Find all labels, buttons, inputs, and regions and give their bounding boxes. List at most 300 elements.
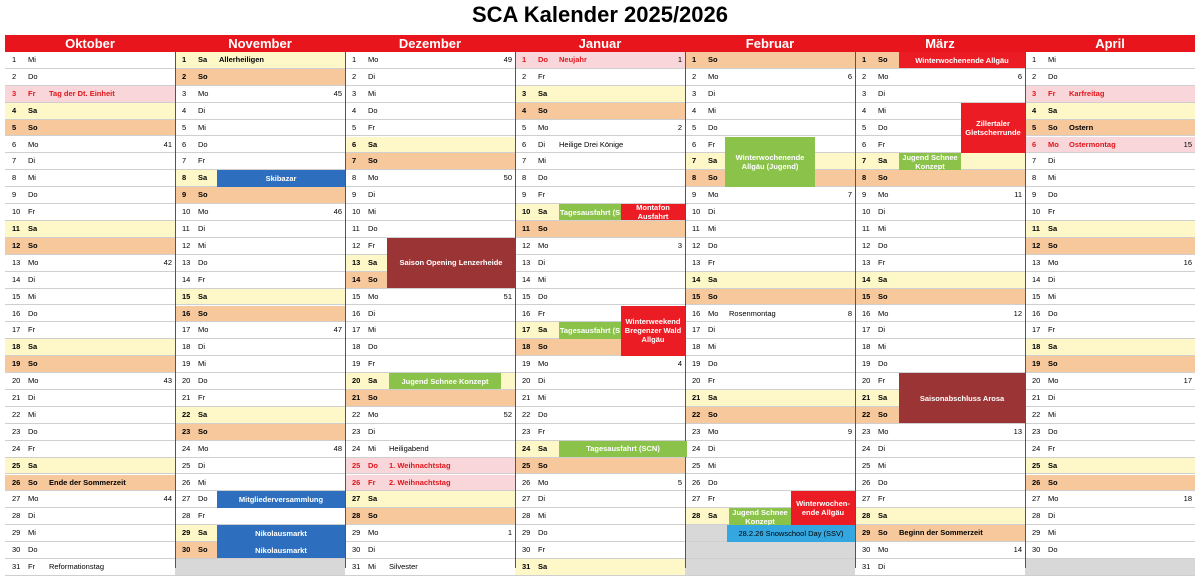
day-number: 8: [182, 173, 187, 183]
day-number: 22: [522, 409, 531, 419]
day-number: 5: [352, 122, 357, 132]
day-row: [685, 272, 855, 289]
day-row: [5, 255, 175, 272]
day-row: [855, 525, 1025, 542]
weekday: Mo: [878, 308, 889, 318]
calendar-event[interactable]: Winterwochenende Allgäu (Jugend): [725, 137, 815, 187]
calendar-event[interactable]: Winterweekend Bregenzer Wald Allgäu: [621, 306, 685, 356]
day-number: 5: [522, 122, 527, 132]
day-row: [5, 407, 175, 424]
day-number: 4: [352, 105, 357, 115]
day-row: [1025, 424, 1195, 441]
day-number: 6: [522, 139, 527, 149]
day-row: [5, 356, 175, 373]
day-row: [1025, 272, 1195, 289]
weekday: Sa: [538, 325, 548, 335]
weekday: Mi: [708, 342, 716, 352]
day-row: [515, 559, 685, 576]
day-row: [685, 69, 855, 86]
calendar-event[interactable]: Nikolausmarkt: [217, 525, 345, 541]
empty-day-cell: [1025, 559, 1195, 576]
weekday: Mi: [708, 105, 716, 115]
day-number: 27: [182, 494, 191, 504]
day-number: 12: [182, 240, 191, 250]
week-number: 47: [333, 325, 342, 335]
day-row: [345, 103, 515, 120]
weekday: Mo: [708, 308, 719, 318]
day-row: [175, 407, 345, 424]
day-note: Allerheiligen: [219, 55, 265, 64]
day-row: [175, 441, 345, 458]
weekday: So: [708, 409, 718, 419]
day-row: [855, 559, 1025, 576]
day-row: [515, 103, 685, 120]
day-number: 10: [692, 207, 701, 217]
week-number: 8: [847, 308, 852, 318]
day-number: 26: [352, 477, 361, 487]
weekday: Do: [708, 240, 718, 250]
day-row: [1025, 103, 1195, 120]
weekday: Fr: [538, 545, 546, 555]
day-number: 3: [692, 88, 697, 98]
day-number: 9: [182, 190, 187, 200]
day-row: [5, 103, 175, 120]
day-row: [175, 339, 345, 356]
weekday: Fr: [878, 139, 886, 149]
day-row: [1025, 86, 1195, 103]
day-row: [175, 508, 345, 525]
calendar-event[interactable]: Montafon Ausfahrt: [621, 204, 685, 220]
day-row: [1025, 390, 1195, 407]
day-number: 26: [12, 477, 21, 487]
weekday: Mi: [1048, 528, 1056, 538]
weekday: Mi: [368, 207, 376, 217]
weekday: Mi: [1048, 55, 1056, 64]
day-number: 30: [522, 545, 531, 555]
day-row: [345, 542, 515, 559]
weekday: Fr: [198, 393, 206, 402]
day-number: 11: [182, 224, 190, 233]
calendar-event[interactable]: Jugend Schnee Konzept: [389, 373, 501, 389]
weekday: Do: [368, 342, 378, 352]
day-row: [515, 508, 685, 525]
day-number: 16: [1032, 308, 1041, 318]
weekday: So: [198, 426, 208, 436]
day-number: 21: [12, 393, 21, 402]
day-number: 21: [1032, 393, 1041, 402]
weekday: Mo: [878, 426, 889, 436]
weekday: Do: [878, 240, 888, 250]
weekday: So: [28, 477, 38, 487]
day-number: 23: [1032, 426, 1041, 436]
day-number: 16: [352, 308, 361, 318]
day-row: [515, 373, 685, 390]
weekday: Di: [28, 511, 36, 521]
day-row: [515, 475, 685, 492]
weekday: Do: [368, 224, 378, 233]
day-row: [5, 525, 175, 542]
weekday: Mo: [368, 291, 379, 301]
day-row: [1025, 238, 1195, 255]
day-number: 1: [352, 55, 357, 64]
weekday: Mi: [368, 88, 376, 98]
day-number: 31: [12, 562, 21, 571]
day-number: 11: [12, 224, 20, 233]
weekday: So: [878, 173, 888, 183]
day-number: 8: [522, 173, 527, 183]
day-number: 2: [1032, 71, 1037, 81]
day-number: 14: [182, 274, 191, 284]
day-row: [5, 204, 175, 221]
day-number: 20: [1032, 376, 1041, 386]
day-row: [515, 255, 685, 272]
weekday: Do: [538, 528, 548, 538]
day-note: Ostern: [1069, 122, 1094, 132]
day-row: [685, 424, 855, 441]
day-row: [1025, 458, 1195, 475]
day-row: [345, 322, 515, 339]
day-row: [685, 204, 855, 221]
weekday: Do: [538, 409, 548, 419]
day-number: 11: [862, 224, 870, 233]
weekday: Di: [878, 88, 886, 98]
day-number: 26: [522, 477, 531, 487]
weekday: Mo: [1048, 376, 1059, 386]
day-row: [345, 204, 515, 221]
day-row: [345, 306, 515, 323]
day-number: 23: [352, 426, 361, 436]
day-row: [685, 339, 855, 356]
day-number: 14: [12, 274, 21, 284]
weekday: Do: [198, 376, 208, 386]
calendar-event[interactable]: Saisonabschluss Arosa: [899, 373, 1025, 423]
weekday: Sa: [708, 393, 718, 402]
weekday: Fr: [538, 71, 546, 81]
week-number: 46: [333, 207, 342, 217]
day-number: 16: [862, 308, 871, 318]
day-row: [5, 69, 175, 86]
week-number: 6: [1017, 71, 1022, 81]
day-row: [855, 289, 1025, 306]
weekday: Do: [368, 460, 378, 470]
day-row: [515, 137, 685, 154]
weekday: Do: [198, 494, 208, 504]
day-number: 25: [352, 460, 361, 470]
calendar-event[interactable]: Jugend Schnee Konzept: [899, 153, 961, 169]
day-row: [685, 221, 855, 238]
day-number: 11: [352, 224, 360, 233]
day-number: 19: [862, 359, 871, 369]
day-number: 4: [1032, 105, 1037, 115]
day-number: 25: [182, 460, 191, 470]
week-number: 1: [507, 528, 512, 538]
day-row: [345, 170, 515, 187]
week-number: 1: [677, 55, 682, 64]
week-number: 17: [1183, 376, 1192, 386]
day-row: [175, 272, 345, 289]
day-number: 30: [12, 545, 21, 555]
day-number: 23: [522, 426, 531, 436]
weekday: Sa: [878, 511, 888, 521]
day-number: 17: [352, 325, 361, 335]
day-row: [175, 204, 345, 221]
weekday: So: [198, 71, 208, 81]
day-number: 15: [1032, 291, 1041, 301]
day-number: 14: [522, 274, 531, 284]
month-header: April: [1025, 35, 1195, 52]
weekday: Sa: [368, 494, 378, 504]
day-number: 26: [862, 477, 871, 487]
day-row: [5, 289, 175, 306]
weekday: Sa: [1048, 105, 1058, 115]
day-row: [1025, 289, 1195, 306]
weekday: Sa: [538, 207, 548, 217]
weekday: Di: [538, 257, 546, 267]
day-number: 2: [12, 71, 17, 81]
day-row: [345, 187, 515, 204]
day-number: 27: [522, 494, 531, 504]
day-row: [175, 255, 345, 272]
day-number: 20: [692, 376, 701, 386]
weekday: Di: [878, 443, 886, 453]
day-row: [175, 458, 345, 475]
day-row: [855, 272, 1025, 289]
weekday: So: [878, 55, 888, 64]
day-number: 8: [12, 173, 17, 183]
day-row: [1025, 52, 1195, 69]
weekday: Fr: [538, 308, 546, 318]
weekday: So: [1048, 359, 1058, 369]
day-number: 2: [182, 71, 187, 81]
day-row: [685, 187, 855, 204]
day-number: 23: [692, 426, 701, 436]
weekday: Mi: [28, 55, 36, 64]
weekday: Do: [878, 477, 888, 487]
day-number: 14: [862, 274, 871, 284]
week-number: 14: [1013, 545, 1022, 555]
calendar-event[interactable]: Tagesausfahrt (SCN): [559, 441, 687, 457]
month-column: [515, 35, 685, 571]
weekday: Do: [1048, 426, 1058, 436]
day-row: [345, 153, 515, 170]
day-number: 24: [862, 443, 871, 453]
day-row: [855, 69, 1025, 86]
weekday: Mo: [538, 122, 549, 132]
day-row: [1025, 407, 1195, 424]
day-number: 8: [1032, 173, 1037, 183]
day-row: [855, 441, 1025, 458]
day-number: 19: [182, 359, 191, 369]
calendar-event[interactable]: Nikolausmarkt: [217, 542, 345, 558]
day-number: 22: [692, 409, 701, 419]
week-number: 49: [503, 55, 512, 64]
weekday: Do: [708, 122, 718, 132]
day-row: [1025, 441, 1195, 458]
day-row: [1025, 356, 1195, 373]
weekday: Di: [28, 393, 36, 402]
day-number: 30: [182, 545, 191, 555]
weekday: Do: [878, 122, 888, 132]
day-number: 3: [352, 88, 357, 98]
day-number: 10: [862, 207, 871, 217]
week-number: 50: [503, 173, 512, 183]
day-number: 11: [522, 224, 530, 233]
weekday: Mo: [1048, 494, 1059, 504]
day-row: [5, 52, 175, 69]
day-row: [685, 120, 855, 137]
calendar-event[interactable]: Tagesausfahrt (S: [559, 322, 621, 338]
weekday: Mi: [538, 393, 546, 402]
week-number: 4: [677, 359, 682, 369]
calendar-event[interactable]: Tagesausfahrt (S: [559, 204, 621, 220]
calendar-event[interactable]: 28.2.26 Snowschool Day (SSV): [727, 525, 855, 541]
week-number: 11: [1014, 190, 1022, 200]
month-column: [5, 35, 175, 571]
day-number: 24: [352, 443, 361, 453]
day-row: [1025, 69, 1195, 86]
weekday: Mo: [538, 477, 549, 487]
day-row: [515, 542, 685, 559]
week-number: 43: [163, 376, 172, 386]
column-divider: [515, 35, 516, 568]
month-column: [175, 35, 345, 568]
day-number: 1: [522, 55, 527, 64]
column-divider: [345, 35, 346, 568]
day-row: [345, 356, 515, 373]
weekday: Mi: [28, 409, 36, 419]
day-number: 11: [692, 224, 700, 233]
day-row: [855, 339, 1025, 356]
weekday: Di: [538, 494, 546, 504]
month-header: November: [175, 35, 345, 52]
day-row: [345, 424, 515, 441]
day-row: [175, 373, 345, 390]
day-row: [5, 272, 175, 289]
weekday: Di: [28, 274, 36, 284]
calendar-event[interactable]: Saison Opening Lenzerheide: [387, 238, 515, 288]
day-row: [175, 238, 345, 255]
day-row: [515, 187, 685, 204]
day-number: 23: [862, 426, 871, 436]
weekday: So: [538, 342, 548, 352]
weekday: Do: [1048, 71, 1058, 81]
day-number: 3: [12, 88, 17, 98]
week-number: 51: [503, 291, 512, 301]
day-number: 15: [12, 291, 21, 301]
month-column: [1025, 35, 1195, 568]
day-number: 24: [522, 443, 531, 453]
week-number: 6: [847, 71, 852, 81]
day-note: Silvester: [389, 562, 418, 571]
day-row: [5, 424, 175, 441]
weekday: So: [538, 224, 548, 233]
weekday: Mi: [708, 460, 716, 470]
month-header: Januar: [515, 35, 685, 52]
day-number: 24: [182, 443, 191, 453]
day-note: Karfreitag: [1069, 88, 1105, 98]
weekday: Di: [878, 325, 886, 335]
day-number: 3: [522, 88, 527, 98]
day-number: 15: [182, 291, 191, 301]
day-note: 2. Weihnachtstag: [389, 477, 451, 487]
weekday: Mo: [878, 190, 889, 200]
day-number: 30: [862, 545, 871, 555]
weekday: Fr: [1048, 443, 1056, 453]
day-number: 6: [692, 139, 697, 149]
day-row: [1025, 525, 1195, 542]
weekday: Di: [1048, 511, 1056, 521]
day-row: [685, 103, 855, 120]
day-number: 17: [862, 325, 871, 335]
day-row: [175, 475, 345, 492]
day-number: 10: [522, 207, 531, 217]
weekday: Sa: [198, 55, 208, 64]
day-number: 14: [1032, 274, 1041, 284]
day-row: [175, 86, 345, 103]
week-number: 2: [677, 122, 682, 132]
weekday: Fr: [1048, 88, 1056, 98]
weekday: Mi: [538, 156, 546, 166]
calendar-event[interactable]: Zillertaler Gletscherrunde: [961, 103, 1025, 153]
calendar-event[interactable]: Jugend Schnee Konzept: [729, 508, 791, 524]
day-number: 13: [182, 257, 191, 267]
day-row: [175, 289, 345, 306]
week-number: 7: [847, 190, 852, 200]
week-number: 18: [1183, 494, 1192, 504]
weekday: Sa: [538, 443, 548, 453]
weekday: Do: [368, 105, 378, 115]
day-row: [5, 120, 175, 137]
day-number: 19: [1032, 359, 1041, 369]
day-number: 30: [1032, 545, 1041, 555]
day-number: 21: [182, 393, 191, 402]
day-row: [855, 204, 1025, 221]
weekday: So: [878, 291, 888, 301]
weekday: Do: [28, 426, 38, 436]
weekday: Fr: [28, 325, 36, 335]
calendar-event[interactable]: Winterwochen-ende Allgäu: [791, 491, 855, 524]
day-number: 10: [352, 207, 361, 217]
day-number: 7: [862, 156, 867, 166]
calendar-event[interactable]: Mitgliederversammlung: [217, 491, 345, 507]
day-number: 25: [692, 460, 701, 470]
day-number: 30: [352, 545, 361, 555]
column-divider: [175, 35, 176, 568]
day-number: 12: [352, 240, 361, 250]
month-header: Februar: [685, 35, 855, 52]
day-number: 4: [862, 105, 867, 115]
weekday: Mi: [708, 224, 716, 233]
calendar-event[interactable]: Skibazar: [217, 170, 345, 186]
calendar-event[interactable]: Winterwochenende Allgäu: [899, 52, 1025, 68]
day-row: [685, 52, 855, 69]
day-number: 22: [1032, 409, 1041, 419]
day-row: [5, 339, 175, 356]
day-number: 7: [352, 156, 357, 166]
day-row: [345, 86, 515, 103]
day-row: [5, 542, 175, 559]
day-row: [855, 491, 1025, 508]
day-number: 12: [1032, 240, 1041, 250]
weekday: Mo: [198, 207, 209, 217]
weekday: Sa: [368, 139, 378, 149]
day-number: 29: [1032, 528, 1041, 538]
day-note: Reformationstag: [49, 562, 105, 571]
day-number: 7: [692, 156, 697, 166]
day-number: 29: [862, 528, 871, 538]
day-number: 5: [862, 122, 867, 132]
day-number: 20: [862, 376, 871, 386]
